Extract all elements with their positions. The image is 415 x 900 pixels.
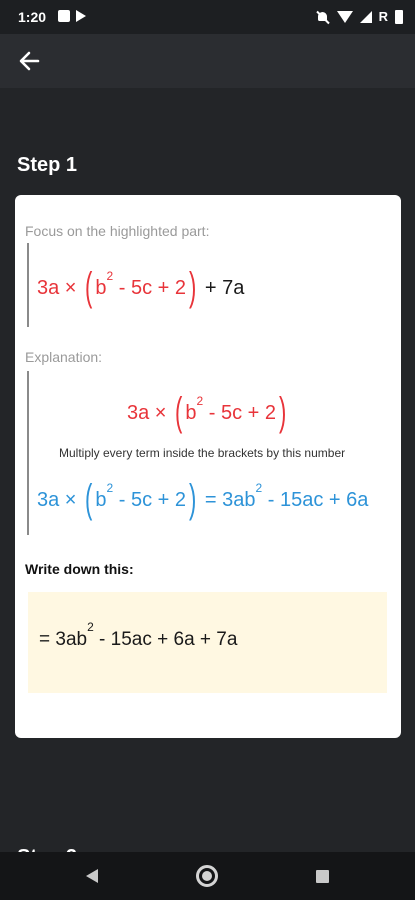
app-bar [0, 34, 415, 88]
play-store-icon [76, 10, 86, 22]
focus-tail: + 7a [199, 277, 245, 299]
expanded-expression: 3a × ( $b^2 - 5c + 2) = 3ab^2 - 15ac + 6a$ [37, 477, 369, 521]
status-time: 1:20 [18, 9, 47, 25]
arrow-back-icon [14, 47, 44, 75]
focus-expression [37, 267, 244, 307]
focus-divider [27, 243, 29, 327]
step-title: Step 1 [17, 154, 78, 176]
wifi-icon [337, 11, 353, 23]
system-nav-bar [0, 852, 415, 900]
mute-icon [316, 10, 330, 24]
explanation-label: Explanation: [25, 349, 103, 365]
back-button[interactable] [14, 47, 44, 75]
status-notification-icons [58, 10, 86, 22]
step-card [15, 195, 401, 738]
photo-icon [58, 10, 70, 22]
roaming-indicator: R [378, 9, 388, 24]
focus-label: Focus on the highlighted part: [25, 223, 210, 239]
signal-icon [360, 11, 372, 23]
nav-back-icon[interactable] [86, 869, 98, 883]
status-system-icons [316, 9, 403, 24]
status-bar [0, 0, 415, 34]
explanation-divider [27, 371, 29, 535]
nav-recents-icon[interactable] [316, 870, 329, 883]
nav-home-icon[interactable] [196, 865, 218, 887]
write-down-label: Write down this: [25, 561, 134, 577]
answer-expression: = $3ab^2 - 15ac + 6a + 7a$ [39, 620, 238, 650]
explanation-expression: 3a × ( $b^2 - 5c + 2$) [127, 390, 287, 434]
focus-highlight: 3a × ( $b^2 - 5c + 2$) [37, 265, 197, 309]
battery-icon [395, 10, 403, 24]
instruction-text: Multiply every term inside the brackets by this number [59, 446, 346, 460]
